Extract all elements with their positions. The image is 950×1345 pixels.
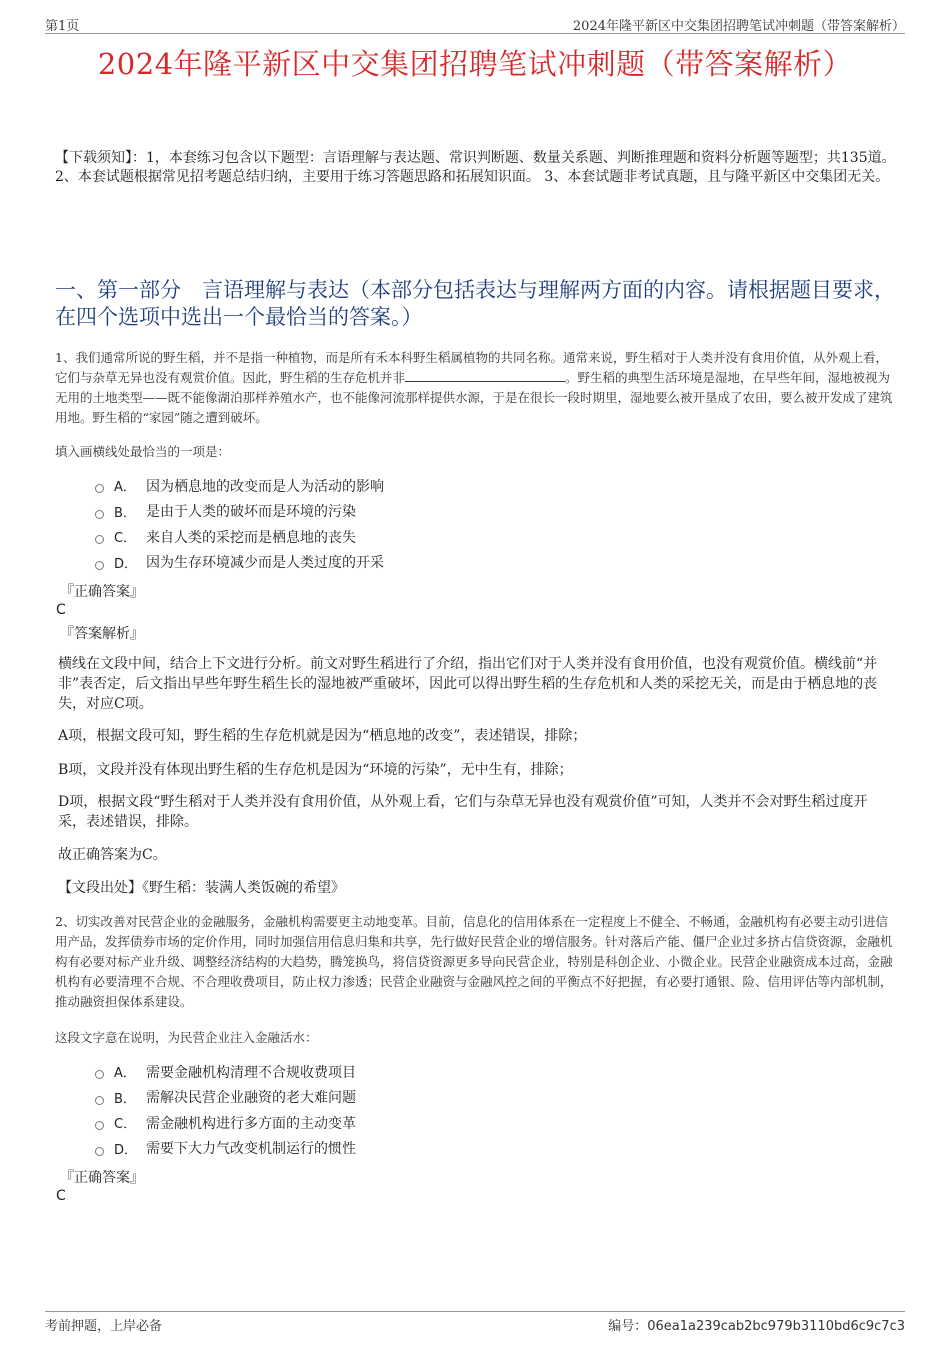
code-value: 06ea1a239cab2bc979b3110bd6c9c7c3 <box>647 1319 905 1334</box>
option-text: 是由于人类的破坏而是环境的污染 <box>146 504 356 521</box>
radio-button[interactable] <box>95 1096 104 1105</box>
question-1-stem-before: 1、我们通常所说的野生稻，并不是指一种植物，而是所有禾本科野生稻属植物的共同名称。通常来说，野生稻对于人类并没有食用价值，从外观上看，它们与杂草无异也没有观赏价值。因此，野生稻的生存危机并非 <box>55 350 888 385</box>
analysis-option-a: A项，根据文段可知，野生稻的生存危机就是因为“栖息地的改变”，表述错误，排除； <box>58 728 587 744</box>
radio-button[interactable] <box>95 1121 104 1130</box>
option-text: 需金融机构进行多方面的主动变革 <box>146 1115 356 1132</box>
radio-button[interactable] <box>95 1070 104 1079</box>
radio-button[interactable] <box>95 510 104 519</box>
option-letter: C． <box>114 531 137 547</box>
question-2-options <box>95 1059 356 1161</box>
option-b[interactable] <box>95 1085 356 1111</box>
correct-answer-label: 『正确答案』 <box>60 584 144 600</box>
analysis-option-b: B项，文段并没有体现出野生稻的生存危机是因为“环境的污染”，无中生有，排除； <box>58 762 573 778</box>
question-1-prompt: 填入画横线处最恰当的一项是： <box>55 444 231 459</box>
analysis-paragraph: 横线在文段中间，结合上下文进行分析。前文对野生稻进行了介绍，指出它们对于人类并没有食用价值，也没有观赏价值。横线前“并非”表否定，后文指出早些年野生稻生长的湿地被严重破坏，因此可以得出野生稻的生存危机和人类的采挖无关，而是由于栖息地的丧失，对应C项。 <box>58 656 878 712</box>
question-2-stem: 2、切实改善对民营企业的金融服务，金融机构需要更主动地变革。目前，信息化的信用体系在一定程度上不健全、不畅通，金融机构有必要主动引进信用产品，发挥债券市场的定价作用，同时加强信用信息归集和共享，先行做好民营企业的增信服务。针对落后产能、僵尸企业过多挤占信贷资源，金融机构有必要对标产业升级、调整经济结构的大趋势，腾笼换鸟，将信贷资源更多导向民营企业，特别是科创企业、小微企业。民营企业融资成本过高，金融机构有必要清理不合规、不合理收费项目，防止权力渗透；民营企业融资与金融风控之间的平衡点不好把握，有必要打通银、险、信用评估等内部机制，推动融资担保体系建设。 <box>55 914 893 1009</box>
option-letter: A． <box>114 480 136 496</box>
option-a[interactable] <box>95 1059 356 1085</box>
option-text: 需解决民营企业融资的老大难问题 <box>146 1090 356 1107</box>
question-2-prompt: 这段文字意在说明，为民营企业注入金融活水： <box>55 1030 318 1045</box>
option-c[interactable] <box>95 1110 356 1136</box>
question-1-options <box>95 473 384 575</box>
option-text: 需要下大力气改变机制运行的惯性 <box>146 1141 356 1158</box>
option-text: 需要金融机构清理不合规收费项目 <box>146 1064 356 1081</box>
correct-answer-value: C <box>56 602 66 618</box>
analysis-option-d: D项，根据文段“野生稻对于人类并没有食用价值，从外观上看，它们与杂草无异也没有观赏价值”可知，人类并不会对野生稻过度开采，表述错误，排除。 <box>58 794 868 830</box>
radio-button[interactable] <box>95 535 104 544</box>
option-letter: D． <box>114 1142 138 1158</box>
radio-button[interactable] <box>95 1147 104 1156</box>
code-label: 编号： <box>608 1319 648 1334</box>
document-title: 2024年隆平新区中交集团招聘笔试冲刺题（带答案解析） <box>97 47 853 81</box>
correct-answer-value: C <box>56 1188 66 1204</box>
option-text: 因为栖息地的改变而是人为活动的影响 <box>146 478 384 495</box>
option-letter: D． <box>114 556 138 572</box>
option-b[interactable] <box>95 499 384 525</box>
section-heading: 一、第一部分 言语理解与表达（本部分包括表达与理解两方面的内容。请根据题目要求，在四个选项中选出一个最恰当的答案。） <box>55 278 895 329</box>
header-doc-title: 2024年隆平新区中交集团招聘笔试冲刺题（带答案解析） <box>572 19 905 34</box>
radio-button[interactable] <box>95 561 104 570</box>
option-text: 因为生存环境减少而是人类过度的开采 <box>146 555 384 572</box>
question-1-stem-after: 。野生稻的典型生活环境是湿地，在早些年间，湿地被视为无用的土地类型——既不能像湖泊那样养殖水产，也不能像河流那样提供水源，于是在很长一段时期里，湿地要么被开垦成了农田，要么被开发成了建筑用地。野生稻的“家园”随之遭到破坏。 <box>55 370 893 425</box>
option-text: 来自人类的采挖而是栖息地的丧失 <box>146 529 356 546</box>
radio-button[interactable] <box>95 484 104 493</box>
question-1-stem <box>55 348 900 428</box>
page-number: 第1页 <box>45 19 80 34</box>
option-d[interactable] <box>95 1136 356 1162</box>
page-header <box>45 13 905 34</box>
answer-blank <box>405 368 565 382</box>
option-a[interactable] <box>95 473 384 499</box>
option-letter: A． <box>114 1066 136 1082</box>
page-footer <box>45 1311 905 1334</box>
option-c[interactable] <box>95 524 384 550</box>
option-letter: B． <box>114 505 136 521</box>
correct-answer-label: 『正确答案』 <box>60 1170 144 1186</box>
option-letter: C． <box>114 1117 137 1133</box>
source-citation: 【文段出处】《野生稻：装满人类饭碗的希望》 <box>58 880 345 896</box>
analysis-label: 『答案解析』 <box>60 626 144 642</box>
option-letter: B． <box>114 1091 136 1107</box>
analysis-conclusion: 故正确答案为C。 <box>58 847 167 863</box>
footer-slogan: 考前押题，上岸必备 <box>45 1319 163 1334</box>
document-code <box>608 1315 905 1334</box>
option-d[interactable] <box>95 550 384 576</box>
download-notice: 【下载须知】：1，本套练习包含以下题型：言语理解与表达题、常识判断题、数量关系题、判断推理题和资料分析题等题型；共135道。 2、本套试题根据常见招考题总结归纳，主要用于练习答题思路和拓展知识面。 3、本套试题非考试真题，且与隆平新区中交集团无关。 <box>55 150 896 185</box>
